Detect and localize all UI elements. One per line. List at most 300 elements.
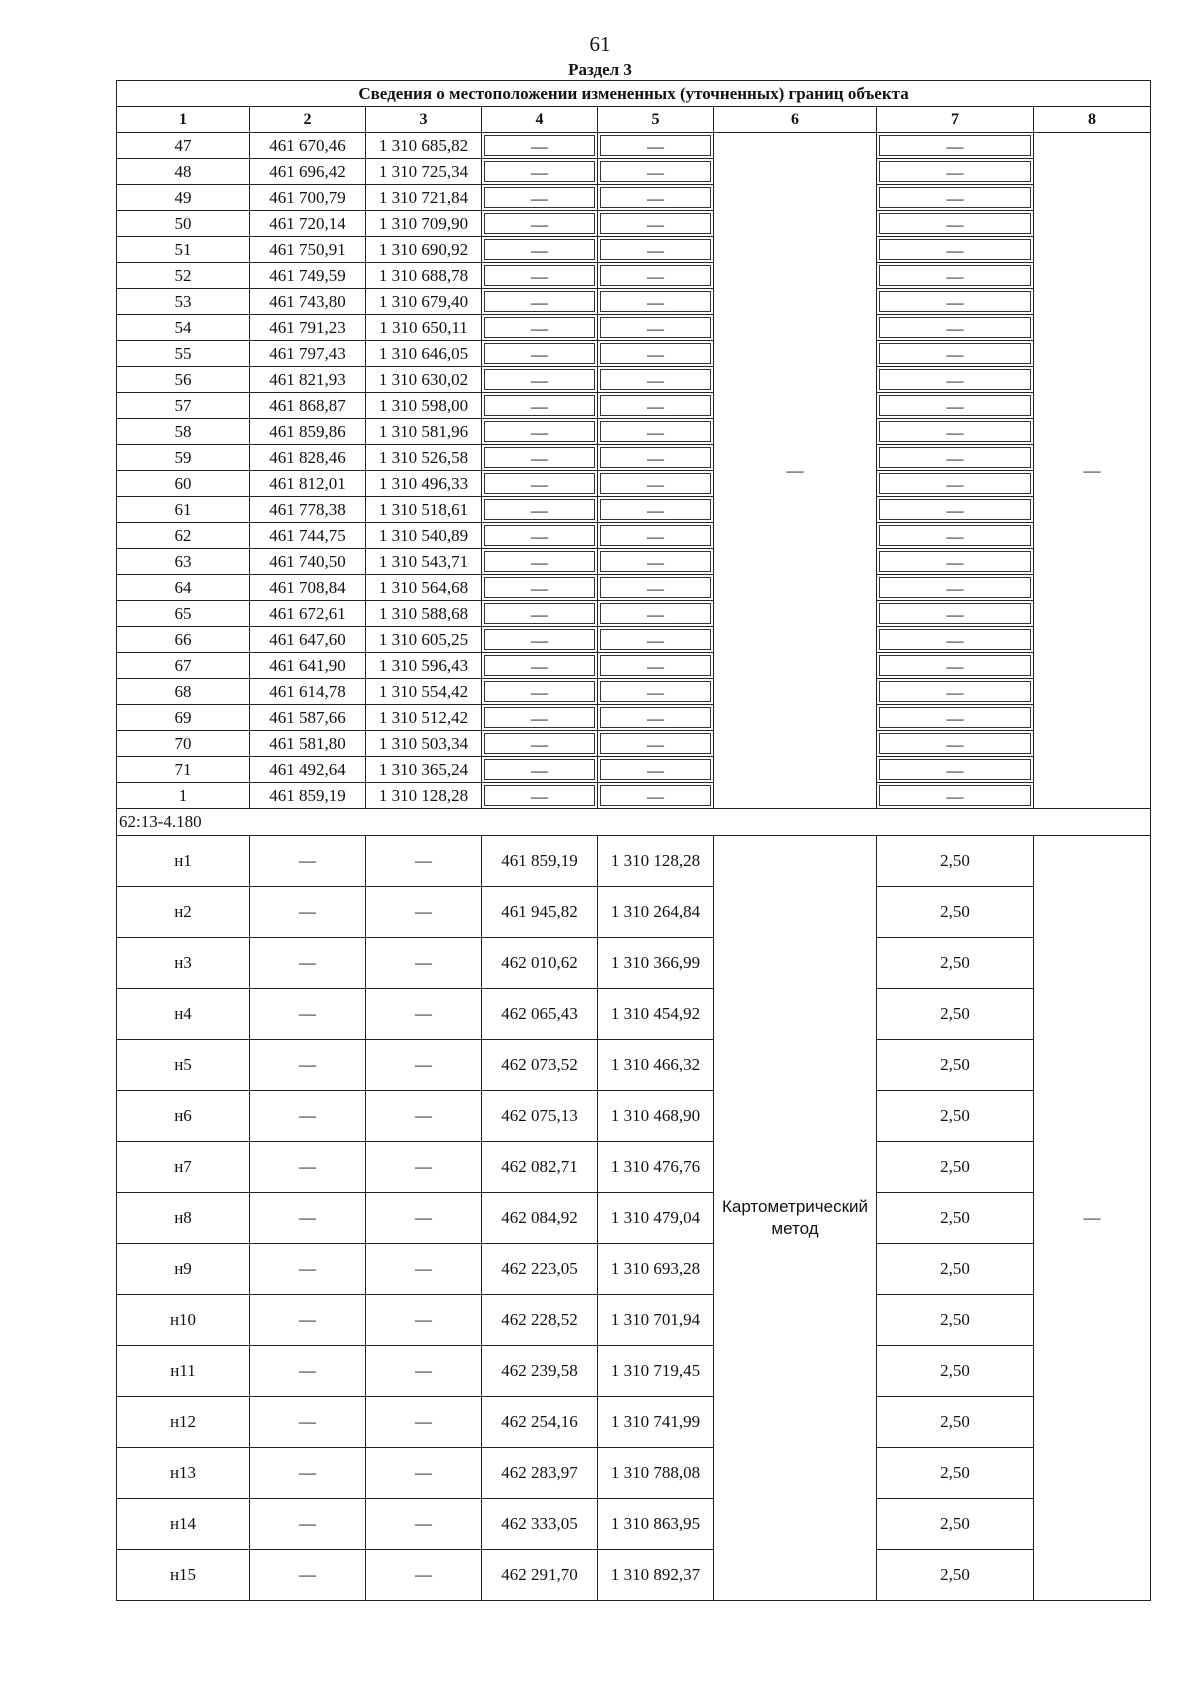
coord-y-new: 1 310 701,94 bbox=[598, 1295, 714, 1346]
coord-y-existing: 1 310 543,71 bbox=[366, 549, 482, 575]
coord-x-existing: — bbox=[250, 1499, 366, 1550]
accuracy-cell: — bbox=[877, 263, 1034, 289]
section-title: Раздел 3 bbox=[568, 60, 632, 79]
accuracy-cell: — bbox=[877, 341, 1034, 367]
point-number: н9 bbox=[117, 1244, 250, 1295]
coord-x-new: — bbox=[482, 341, 598, 367]
accuracy-cell: 2,50 bbox=[877, 1448, 1034, 1499]
coord-y-existing: — bbox=[366, 1499, 482, 1550]
coord-y-new: 1 310 366,99 bbox=[598, 938, 714, 989]
coord-x-new: 462 239,58 bbox=[482, 1346, 598, 1397]
coord-y-new: — bbox=[598, 627, 714, 653]
coord-x-existing: — bbox=[250, 1142, 366, 1193]
accuracy-cell: — bbox=[877, 367, 1034, 393]
accuracy-cell: 2,50 bbox=[877, 887, 1034, 938]
coord-y-new: — bbox=[598, 263, 714, 289]
table-row bbox=[117, 989, 1151, 1040]
point-number: н4 bbox=[117, 989, 250, 1040]
point-number: 60 bbox=[117, 471, 250, 497]
coord-y-new: — bbox=[598, 575, 714, 601]
coord-x-new: — bbox=[482, 393, 598, 419]
coord-x-new: — bbox=[482, 757, 598, 783]
coord-y-new: 1 310 863,95 bbox=[598, 1499, 714, 1550]
coord-x-existing: — bbox=[250, 989, 366, 1040]
coord-y-new: — bbox=[598, 367, 714, 393]
coord-x-existing: 461 708,84 bbox=[250, 575, 366, 601]
coord-x-existing: 461 749,59 bbox=[250, 263, 366, 289]
coord-y-new: — bbox=[598, 419, 714, 445]
table-row bbox=[117, 705, 1151, 731]
point-number: 1 bbox=[117, 783, 250, 809]
coord-y-new: 1 310 892,37 bbox=[598, 1550, 714, 1601]
coord-x-new: — bbox=[482, 627, 598, 653]
coord-y-new: — bbox=[598, 289, 714, 315]
accuracy-cell: — bbox=[877, 549, 1034, 575]
coord-y-existing: 1 310 596,43 bbox=[366, 653, 482, 679]
coord-y-existing: 1 310 540,89 bbox=[366, 523, 482, 549]
coord-y-new: — bbox=[598, 601, 714, 627]
point-number: 51 bbox=[117, 237, 250, 263]
coord-y-new: — bbox=[598, 445, 714, 471]
accuracy-cell: — bbox=[877, 731, 1034, 757]
coord-y-existing: 1 310 679,40 bbox=[366, 289, 482, 315]
accuracy-cell: — bbox=[877, 393, 1034, 419]
point-number: 52 bbox=[117, 263, 250, 289]
coord-x-new: 462 082,71 bbox=[482, 1142, 598, 1193]
column-header-3: 3 bbox=[366, 107, 482, 133]
coord-x-new: — bbox=[482, 237, 598, 263]
point-number: 48 bbox=[117, 159, 250, 185]
table-row bbox=[117, 419, 1151, 445]
coord-x-existing: — bbox=[250, 836, 366, 887]
coord-x-new: 462 065,43 bbox=[482, 989, 598, 1040]
accuracy-cell: — bbox=[877, 575, 1034, 601]
table-row bbox=[117, 575, 1151, 601]
coord-x-existing: 461 614,78 bbox=[250, 679, 366, 705]
coord-y-existing: — bbox=[366, 1040, 482, 1091]
coord-x-new: — bbox=[482, 523, 598, 549]
table-row bbox=[117, 393, 1151, 419]
table-row bbox=[117, 1346, 1151, 1397]
coord-y-new: — bbox=[598, 679, 714, 705]
table-row bbox=[117, 783, 1151, 809]
coord-y-new: — bbox=[598, 159, 714, 185]
coord-y-new: — bbox=[598, 653, 714, 679]
accuracy-cell: — bbox=[877, 159, 1034, 185]
table-row bbox=[117, 289, 1151, 315]
table-row bbox=[117, 341, 1151, 367]
table-row bbox=[117, 1295, 1151, 1346]
point-number: 50 bbox=[117, 211, 250, 237]
coord-x-new: — bbox=[482, 705, 598, 731]
coord-y-new: — bbox=[598, 211, 714, 237]
table-row bbox=[117, 263, 1151, 289]
coord-y-new: — bbox=[598, 497, 714, 523]
coord-x-new: — bbox=[482, 445, 598, 471]
coord-x-new: 462 084,92 bbox=[482, 1193, 598, 1244]
coord-x-new: 462 073,52 bbox=[482, 1040, 598, 1091]
point-number: 68 bbox=[117, 679, 250, 705]
coord-y-new: — bbox=[598, 133, 714, 159]
coord-x-new: — bbox=[482, 211, 598, 237]
coord-y-new: — bbox=[598, 237, 714, 263]
coord-y-new: — bbox=[598, 471, 714, 497]
coord-y-new: 1 310 468,90 bbox=[598, 1091, 714, 1142]
coord-x-existing: 461 700,79 bbox=[250, 185, 366, 211]
table-row bbox=[117, 315, 1151, 341]
accuracy-cell: — bbox=[877, 627, 1034, 653]
coord-y-existing: — bbox=[366, 989, 482, 1040]
point-number: 56 bbox=[117, 367, 250, 393]
coord-x-existing: — bbox=[250, 1397, 366, 1448]
coord-y-existing: — bbox=[366, 887, 482, 938]
accuracy-cell: — bbox=[877, 601, 1034, 627]
table-row bbox=[117, 1142, 1151, 1193]
table-row bbox=[117, 679, 1151, 705]
coord-y-existing: — bbox=[366, 1397, 482, 1448]
point-number: н10 bbox=[117, 1295, 250, 1346]
coord-x-new: — bbox=[482, 419, 598, 445]
accuracy-cell: 2,50 bbox=[877, 1091, 1034, 1142]
coord-y-new: 1 310 741,99 bbox=[598, 1397, 714, 1448]
coord-x-existing: 461 821,93 bbox=[250, 367, 366, 393]
table-row bbox=[117, 1448, 1151, 1499]
accuracy-cell: — bbox=[877, 289, 1034, 315]
point-number: 47 bbox=[117, 133, 250, 159]
coord-y-existing: 1 310 598,00 bbox=[366, 393, 482, 419]
coord-y-existing: 1 310 128,28 bbox=[366, 783, 482, 809]
coord-x-existing: — bbox=[250, 1091, 366, 1142]
coord-y-existing: — bbox=[366, 1142, 482, 1193]
table-row bbox=[117, 211, 1151, 237]
coord-x-new: 462 291,70 bbox=[482, 1550, 598, 1601]
table-row bbox=[117, 523, 1151, 549]
coord-y-existing: 1 310 526,58 bbox=[366, 445, 482, 471]
coord-x-existing: — bbox=[250, 1550, 366, 1601]
table-row bbox=[117, 133, 1151, 159]
coord-y-new: 1 310 128,28 bbox=[598, 836, 714, 887]
coord-x-existing: 461 828,46 bbox=[250, 445, 366, 471]
accuracy-cell: 2,50 bbox=[877, 1295, 1034, 1346]
coord-x-new: 462 254,16 bbox=[482, 1397, 598, 1448]
coord-y-existing: — bbox=[366, 1346, 482, 1397]
coord-y-existing: — bbox=[366, 1448, 482, 1499]
accuracy-cell: — bbox=[877, 315, 1034, 341]
table-row bbox=[117, 836, 1151, 887]
accuracy-cell: 2,50 bbox=[877, 1040, 1034, 1091]
accuracy-cell: — bbox=[877, 497, 1034, 523]
coord-y-new: — bbox=[598, 341, 714, 367]
point-number: н12 bbox=[117, 1397, 250, 1448]
point-number: 69 bbox=[117, 705, 250, 731]
accuracy-cell: 2,50 bbox=[877, 1142, 1034, 1193]
point-number: н11 bbox=[117, 1346, 250, 1397]
boundary-table bbox=[116, 80, 1151, 1601]
point-number: н5 bbox=[117, 1040, 250, 1091]
point-number: 70 bbox=[117, 731, 250, 757]
coord-x-existing: 461 696,42 bbox=[250, 159, 366, 185]
accuracy-cell: — bbox=[877, 679, 1034, 705]
point-number: 67 bbox=[117, 653, 250, 679]
coord-x-new: 462 283,97 bbox=[482, 1448, 598, 1499]
coord-y-new: — bbox=[598, 705, 714, 731]
coord-y-existing: — bbox=[366, 836, 482, 887]
coord-x-new: — bbox=[482, 497, 598, 523]
coord-x-new: — bbox=[482, 185, 598, 211]
method-cell: — bbox=[714, 133, 877, 809]
coord-x-existing: 461 720,14 bbox=[250, 211, 366, 237]
coord-x-existing: 461 791,23 bbox=[250, 315, 366, 341]
coord-y-existing: 1 310 512,42 bbox=[366, 705, 482, 731]
coord-x-new: — bbox=[482, 575, 598, 601]
coord-x-existing: 461 672,61 bbox=[250, 601, 366, 627]
coord-x-existing: — bbox=[250, 1244, 366, 1295]
coord-x-existing: 461 581,80 bbox=[250, 731, 366, 757]
table-row bbox=[117, 1193, 1151, 1244]
table-row bbox=[117, 237, 1151, 263]
coord-x-existing: 461 868,87 bbox=[250, 393, 366, 419]
point-number: н15 bbox=[117, 1550, 250, 1601]
column-header-8: 8 bbox=[1034, 107, 1151, 133]
point-number: 49 bbox=[117, 185, 250, 211]
point-number: н8 bbox=[117, 1193, 250, 1244]
coord-x-existing: — bbox=[250, 1295, 366, 1346]
point-number: 66 bbox=[117, 627, 250, 653]
coord-x-new: — bbox=[482, 549, 598, 575]
coord-y-new: — bbox=[598, 185, 714, 211]
table-row bbox=[117, 1397, 1151, 1448]
point-number: н7 bbox=[117, 1142, 250, 1193]
coord-x-existing: 461 750,91 bbox=[250, 237, 366, 263]
coord-x-new: 462 228,52 bbox=[482, 1295, 598, 1346]
column-header-4: 4 bbox=[482, 107, 598, 133]
point-number: 59 bbox=[117, 445, 250, 471]
coord-y-new: 1 310 454,92 bbox=[598, 989, 714, 1040]
point-number: 65 bbox=[117, 601, 250, 627]
coord-x-existing: — bbox=[250, 1040, 366, 1091]
table-row bbox=[117, 497, 1151, 523]
point-number: 58 bbox=[117, 419, 250, 445]
coord-y-existing: 1 310 725,34 bbox=[366, 159, 482, 185]
point-number: 63 bbox=[117, 549, 250, 575]
coord-x-existing: — bbox=[250, 887, 366, 938]
column-header-7: 7 bbox=[877, 107, 1034, 133]
coord-y-existing: 1 310 690,92 bbox=[366, 237, 482, 263]
accuracy-cell: — bbox=[877, 419, 1034, 445]
description-cell: — bbox=[1034, 836, 1151, 1601]
coord-y-existing: 1 310 605,25 bbox=[366, 627, 482, 653]
table-row bbox=[117, 549, 1151, 575]
coord-x-existing: 461 797,43 bbox=[250, 341, 366, 367]
coord-x-existing: 461 743,80 bbox=[250, 289, 366, 315]
accuracy-cell: — bbox=[877, 783, 1034, 809]
coord-x-existing: — bbox=[250, 1448, 366, 1499]
coord-y-existing: — bbox=[366, 938, 482, 989]
point-number: н3 bbox=[117, 938, 250, 989]
coord-y-new: — bbox=[598, 315, 714, 341]
coord-y-new: 1 310 693,28 bbox=[598, 1244, 714, 1295]
column-header-1: 1 bbox=[117, 107, 250, 133]
coord-y-new: — bbox=[598, 783, 714, 809]
coord-y-existing: 1 310 564,68 bbox=[366, 575, 482, 601]
coord-x-existing: 461 670,46 bbox=[250, 133, 366, 159]
coord-x-new: — bbox=[482, 133, 598, 159]
coord-y-new: 1 310 264,84 bbox=[598, 887, 714, 938]
accuracy-cell: 2,50 bbox=[877, 1397, 1034, 1448]
table-row bbox=[117, 1499, 1151, 1550]
accuracy-cell: — bbox=[877, 705, 1034, 731]
coord-y-existing: — bbox=[366, 1295, 482, 1346]
point-number: 55 bbox=[117, 341, 250, 367]
accuracy-cell: 2,50 bbox=[877, 1244, 1034, 1295]
coord-y-existing: 1 310 721,84 bbox=[366, 185, 482, 211]
accuracy-cell: 2,50 bbox=[877, 1346, 1034, 1397]
table-row bbox=[117, 185, 1151, 211]
accuracy-cell: 2,50 bbox=[877, 836, 1034, 887]
coord-x-existing: 461 647,60 bbox=[250, 627, 366, 653]
accuracy-cell: 2,50 bbox=[877, 1499, 1034, 1550]
table-row bbox=[117, 1091, 1151, 1142]
column-header-6: 6 bbox=[714, 107, 877, 133]
coord-y-existing: 1 310 581,96 bbox=[366, 419, 482, 445]
accuracy-cell: — bbox=[877, 523, 1034, 549]
table-row bbox=[117, 601, 1151, 627]
coord-x-new: — bbox=[482, 263, 598, 289]
point-number: 64 bbox=[117, 575, 250, 601]
table-row bbox=[117, 1244, 1151, 1295]
point-number: 71 bbox=[117, 757, 250, 783]
coord-y-existing: 1 310 650,11 bbox=[366, 315, 482, 341]
table-row bbox=[117, 471, 1151, 497]
table-row bbox=[117, 627, 1151, 653]
coord-x-existing: 461 740,50 bbox=[250, 549, 366, 575]
accuracy-cell: — bbox=[877, 757, 1034, 783]
coord-y-existing: 1 310 518,61 bbox=[366, 497, 482, 523]
accuracy-cell: — bbox=[877, 185, 1034, 211]
point-number: 62 bbox=[117, 523, 250, 549]
coord-x-existing: 461 859,86 bbox=[250, 419, 366, 445]
coord-y-new: 1 310 719,45 bbox=[598, 1346, 714, 1397]
point-number: 54 bbox=[117, 315, 250, 341]
coord-x-existing: 461 812,01 bbox=[250, 471, 366, 497]
accuracy-cell: 2,50 bbox=[877, 1550, 1034, 1601]
coord-x-new: — bbox=[482, 731, 598, 757]
accuracy-cell: 2,50 bbox=[877, 989, 1034, 1040]
column-header-5: 5 bbox=[598, 107, 714, 133]
point-number: н1 bbox=[117, 836, 250, 887]
coord-y-existing: 1 310 554,42 bbox=[366, 679, 482, 705]
accuracy-cell: — bbox=[877, 471, 1034, 497]
point-number: н6 bbox=[117, 1091, 250, 1142]
description-cell: — bbox=[1034, 133, 1151, 809]
method-cell: Картометрический метод bbox=[714, 836, 877, 1601]
coord-y-existing: 1 310 685,82 bbox=[366, 133, 482, 159]
coord-y-new: 1 310 788,08 bbox=[598, 1448, 714, 1499]
accuracy-cell: — bbox=[877, 237, 1034, 263]
coord-x-existing: 461 859,19 bbox=[250, 783, 366, 809]
coord-x-new: — bbox=[482, 159, 598, 185]
table-title: Сведения о местоположении измененных (уточненных) границ объекта bbox=[117, 81, 1151, 107]
point-number: 57 bbox=[117, 393, 250, 419]
coord-x-new: — bbox=[482, 367, 598, 393]
coord-x-existing: 461 641,90 bbox=[250, 653, 366, 679]
coord-x-existing: 461 744,75 bbox=[250, 523, 366, 549]
point-number: 53 bbox=[117, 289, 250, 315]
coord-x-new: — bbox=[482, 653, 598, 679]
coord-y-existing: — bbox=[366, 1193, 482, 1244]
coord-x-new: — bbox=[482, 783, 598, 809]
coord-y-existing: — bbox=[366, 1091, 482, 1142]
coord-y-existing: — bbox=[366, 1244, 482, 1295]
page-number: 61 bbox=[589, 32, 611, 56]
coord-y-existing: 1 310 709,90 bbox=[366, 211, 482, 237]
accuracy-cell: 2,50 bbox=[877, 1193, 1034, 1244]
coord-x-existing: 461 492,64 bbox=[250, 757, 366, 783]
coord-x-new: 462 075,13 bbox=[482, 1091, 598, 1142]
point-number: н14 bbox=[117, 1499, 250, 1550]
accuracy-cell: — bbox=[877, 653, 1034, 679]
coord-x-new: — bbox=[482, 601, 598, 627]
coord-y-existing: 1 310 496,33 bbox=[366, 471, 482, 497]
column-header-2: 2 bbox=[250, 107, 366, 133]
coord-y-existing: 1 310 503,34 bbox=[366, 731, 482, 757]
table-row bbox=[117, 445, 1151, 471]
point-number: н2 bbox=[117, 887, 250, 938]
coord-y-existing: 1 310 646,05 bbox=[366, 341, 482, 367]
coord-y-existing: 1 310 688,78 bbox=[366, 263, 482, 289]
table-row bbox=[117, 367, 1151, 393]
coord-y-new: — bbox=[598, 731, 714, 757]
coord-x-new: 461 859,19 bbox=[482, 836, 598, 887]
coord-x-new: 462 010,62 bbox=[482, 938, 598, 989]
coord-x-new: 462 223,05 bbox=[482, 1244, 598, 1295]
coord-y-existing: 1 310 630,02 bbox=[366, 367, 482, 393]
coord-y-new: 1 310 476,76 bbox=[598, 1142, 714, 1193]
table-row bbox=[117, 731, 1151, 757]
table-row bbox=[117, 1040, 1151, 1091]
table-row bbox=[117, 938, 1151, 989]
table-row bbox=[117, 159, 1151, 185]
coord-x-existing: 461 587,66 bbox=[250, 705, 366, 731]
coord-y-new: — bbox=[598, 549, 714, 575]
point-number: 61 bbox=[117, 497, 250, 523]
coord-x-new: — bbox=[482, 471, 598, 497]
point-number: н13 bbox=[117, 1448, 250, 1499]
coord-x-new: 462 333,05 bbox=[482, 1499, 598, 1550]
coord-y-new: — bbox=[598, 757, 714, 783]
coord-y-existing: 1 310 365,24 bbox=[366, 757, 482, 783]
subsection-label: 62:13-4.180 bbox=[117, 809, 1151, 836]
accuracy-cell: — bbox=[877, 211, 1034, 237]
coord-x-new: 461 945,82 bbox=[482, 887, 598, 938]
table-row bbox=[117, 1550, 1151, 1601]
accuracy-cell: 2,50 bbox=[877, 938, 1034, 989]
coord-y-existing: — bbox=[366, 1550, 482, 1601]
coord-x-new: — bbox=[482, 679, 598, 705]
coord-x-existing: 461 778,38 bbox=[250, 497, 366, 523]
coord-y-new: — bbox=[598, 523, 714, 549]
coord-x-new: — bbox=[482, 315, 598, 341]
coord-y-existing: 1 310 588,68 bbox=[366, 601, 482, 627]
accuracy-cell: — bbox=[877, 133, 1034, 159]
table-row bbox=[117, 757, 1151, 783]
coord-x-new: — bbox=[482, 289, 598, 315]
coord-x-existing: — bbox=[250, 938, 366, 989]
table-row bbox=[117, 653, 1151, 679]
coord-x-existing: — bbox=[250, 1193, 366, 1244]
coord-x-existing: — bbox=[250, 1346, 366, 1397]
coord-y-new: 1 310 479,04 bbox=[598, 1193, 714, 1244]
